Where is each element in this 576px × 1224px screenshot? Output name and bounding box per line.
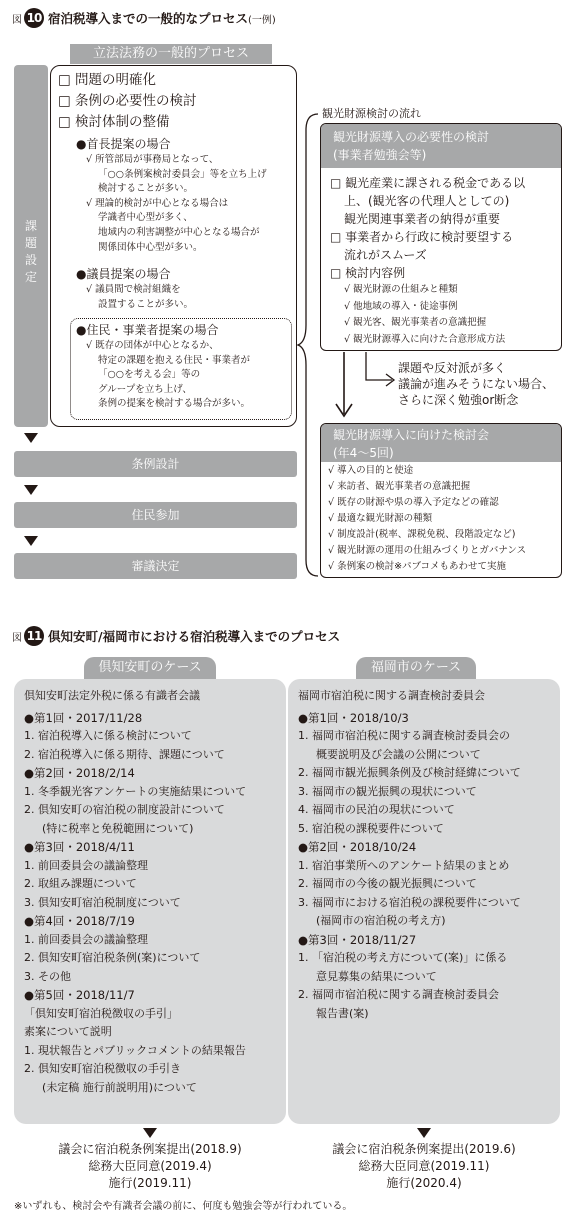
committee-name: 倶知安町法定外税に係る有識者会議: [24, 689, 200, 702]
fig10-number: 10: [24, 8, 44, 28]
agenda-item: 3. その他: [24, 969, 71, 983]
legislative-process-tab: 立法法務の一般的プロセス: [70, 44, 272, 64]
meeting-date: ●第3回・2018/4/11: [24, 840, 135, 854]
agenda-item: 1. 前回委員会の議論整理: [24, 858, 148, 872]
agenda-item-continued: (未定稿 施行前説明用)について: [42, 1080, 197, 1094]
fukuoka-result: 議会に宿泊税条例案提出(2019.6) 総務大臣同意(2019.11) 施行(2020.4): [332, 1142, 516, 1190]
agenda-item: 2. 福岡市宿泊税に関する調査検討委員会: [298, 988, 499, 1001]
item-ordinance-necessity: □ 条例の必要性の検討: [58, 93, 197, 109]
kutchan-result: 議会に宿泊税条例案提出(2018.9) 総務大臣同意(2019.4) 施行(2019.11): [58, 1142, 242, 1190]
down-arrow-icon: [24, 485, 38, 495]
step-deliberation-decision: 審議決定: [14, 553, 297, 579]
down-arrow-icon: [24, 536, 38, 546]
brace-connector: [296, 110, 322, 580]
item-problem-clarify: □ 問題の明確化: [58, 72, 157, 88]
agenda-item: 1. 宿泊事業所へのアンケート結果のまとめ: [298, 858, 510, 872]
fig10-note: (一例): [248, 14, 276, 26]
agenda-item: 2. 福岡市の今後の観光振興について: [298, 877, 477, 890]
agenda-item-continued: 意見募集の結果について: [316, 969, 437, 983]
agenda-item: 1. 福岡市宿泊税に関する調査検討委員会の: [298, 729, 510, 742]
meeting-date: ●第1回・2017/11/28: [24, 710, 143, 725]
down-arrow-icon: [24, 433, 38, 443]
mayor-proposal: ●首長提案の場合 √ 所管部局が事務局となって、 「○○条例案検討委員会」等を立ち上げ 検討することが多い。 √ 理論的検討が中心となる場合は 学識者中心型が多く、 地域内の利害調整が中心となる場合が 関係団体中心型が多い。: [76, 137, 267, 253]
study-meeting-content: √ 導入の目的と使途 √ 来訪者、観光事業者の意識把握 √ 既存の財源や県の導入予定などの確認 √ 最適な観光財源の種類 √ 制度設計(税率、課税免税、段階設定など) √ 観光財源の運用の仕組みづくりとガバナンス √ 条例案の検討※パブコメもあわせて実施: [328, 465, 527, 572]
agenda-item: 1. 「宿泊税の考え方について(案)」に係る: [298, 951, 508, 964]
agenda-item: 3. 福岡市の観光振興の現状について: [298, 784, 477, 798]
meeting-date: ●第5回・2018/11/7: [24, 988, 135, 1002]
meeting-date: ●第2回・2018/2/14: [24, 766, 135, 780]
agenda-item: 2. 倶知安町宿泊税条例(案)について: [24, 951, 201, 964]
agenda-item: 2. 取組み課題について: [24, 877, 137, 890]
issue-setting-main-items: [58, 70, 197, 133]
council-proposal: ●議員提案の場合 √ 議員間で検討組織を 設置することが多い。: [76, 267, 194, 310]
down-arrow-icon: [417, 1128, 431, 1138]
meeting-date: ●第4回・2018/7/19: [24, 914, 135, 928]
agenda-item: 3. 倶知安町宿泊税制度について: [24, 895, 181, 909]
tourism-flow-label: 観光財源検討の流れ: [322, 107, 421, 120]
mayor-heading: ●首長提案の場合: [76, 137, 171, 151]
meeting-date: ●第3回・2018/11/27: [298, 932, 417, 947]
resident-heading: ●住民・事業者提案の場合: [76, 323, 219, 337]
fukuoka-tab: 福岡市のケース: [356, 657, 476, 679]
agenda-item-continued: (福岡市の宿泊税の考え方): [316, 914, 446, 927]
issue-setting-label: 課 題 設 定: [24, 219, 37, 284]
agenda-item: 2. 福岡市観光振興条例及び検討経緯について: [298, 766, 521, 779]
agenda-item: 3. 福岡市における宿泊税の課税要件について: [298, 895, 521, 909]
committee-name: 福岡市宿泊税に関する調査検討委員会: [298, 689, 485, 702]
down-arrow-icon: [143, 1128, 157, 1138]
footnote: ※いずれも、検討会や有識者会議の前に、何度も勉強会等が行われている。: [14, 1201, 353, 1212]
agenda-item: 5. 宿泊税の課税要件について: [298, 821, 444, 835]
necessity-study-content: □ 観光産業に課される税金である以 上、(観光客の代理人としての) 観光関連事業者の納得が重要 □ 事業者から行政に検討要望する 流れがスムーズ □ 検討内容例 √ 観光財源の仕組みと種類 √ 他地域の導入・徒途事例 √ 観光客、観光事業者の意識把握 √ 観光財源導入に向けた合意形成方法: [330, 176, 526, 345]
fukuoka-content: [298, 687, 521, 1023]
fig11-number: 11: [24, 626, 44, 646]
meeting-date: ●第1回・2018/10/3: [298, 710, 409, 725]
agenda-item-continued: (特に税率と免税範囲について): [42, 821, 194, 835]
agenda-item: 2. 倶知安町宿泊税徴収の手引き: [24, 1062, 181, 1075]
item-structure-setup: □ 検討体制の整備: [58, 114, 170, 130]
resident-proposal: ●住民・事業者提案の場合 √ 既存の団体が中心となるか、 特定の課題を抱える住民・事業者が 「○○を考える会」等の グループを立ち上げ、 条例の提案を検討する場合が多い。: [76, 323, 251, 410]
agenda-item: 1. 前回委員会の議論整理: [24, 932, 148, 946]
agenda-item: 2. 倶知安町の宿泊税の制度設計について: [24, 803, 225, 816]
agenda-item: 2. 宿泊税導入に係る期待、課題について: [24, 747, 225, 761]
meeting-topic: 素案について説明: [24, 1025, 112, 1038]
meeting-date: ●第2回・2018/10/24: [298, 840, 417, 854]
fig11-title: 倶知安町/福岡市における宿泊税導入までのプロセス: [48, 629, 341, 644]
agenda-item: 4. 福岡市の民泊の現状について: [298, 803, 455, 816]
agenda-item: 1. 冬季観光客アンケートの実施結果について: [24, 784, 247, 798]
branch-note: 課題や反対派が多く 議論が進みそうにない場合、 さらに深く勉強or断念: [398, 361, 555, 407]
agenda-item: 1. 宿泊税導入に係る検討について: [24, 729, 192, 742]
necessity-study-header: 観光財源導入の必要性の検討 (事業者勉強会等): [321, 124, 561, 168]
meeting-topic: 「倶知安町宿泊税徴収の手引」: [24, 1006, 178, 1020]
step-resident-participation: 住民参加: [14, 502, 297, 528]
fig10-title: 宿泊税導入までの一般的なプロセス: [48, 11, 249, 26]
fig11-heading: [12, 626, 340, 646]
fig11-prefix: 図: [12, 632, 22, 644]
kutchan-tab: 倶知安町のケース: [84, 657, 216, 679]
study-meeting-header: 観光財源導入に向けた検討会 (年4〜5回): [321, 424, 561, 462]
agenda-item: 1. 現状報告とパブリックコメントの結果報告: [24, 1043, 246, 1057]
council-heading: ●議員提案の場合: [76, 267, 171, 281]
kutchan-content: [24, 687, 246, 1097]
fig10-prefix: 図: [12, 14, 22, 26]
fig10-heading: [12, 8, 276, 28]
step-ordinance-design: 条例設計: [14, 451, 297, 477]
agenda-item-continued: 概要説明及び会議の公開について: [316, 747, 481, 761]
agenda-item-continued: 報告書(案): [316, 1006, 369, 1020]
